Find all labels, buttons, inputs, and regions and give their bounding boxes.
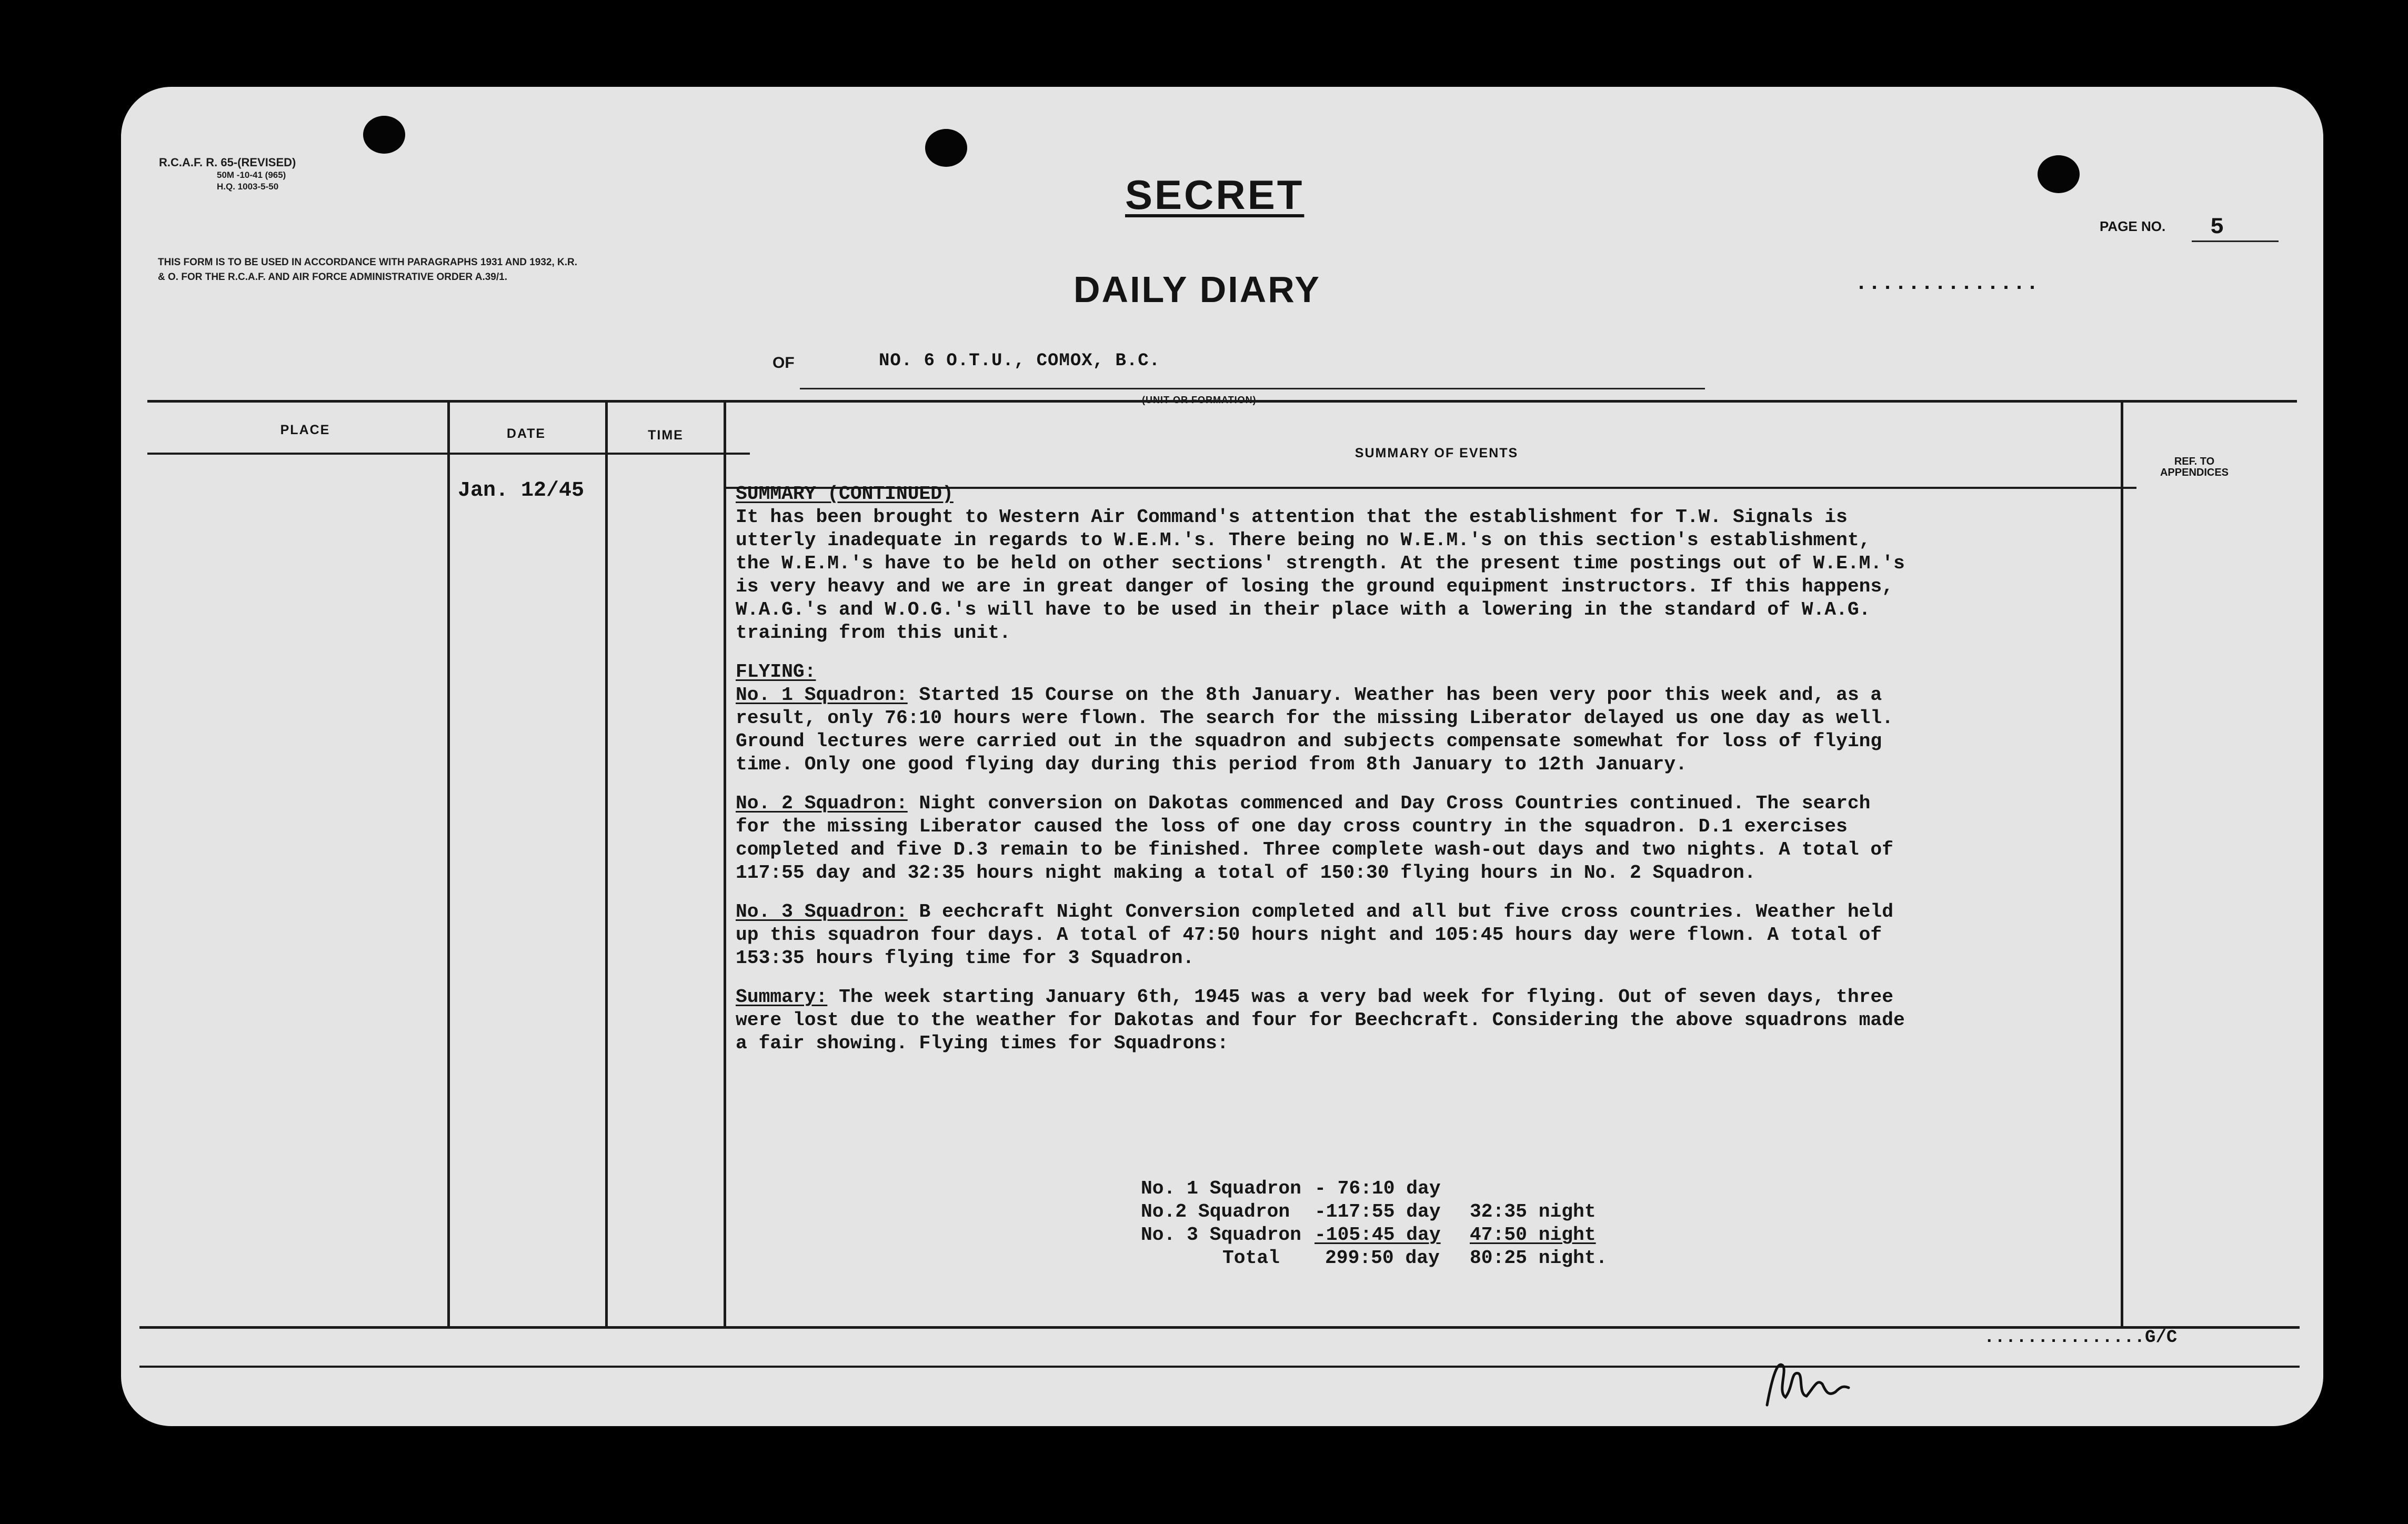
text-line: result, only 76:10 hours were flown. The search for the missing Liberator delayed us one day as well.	[736, 707, 1893, 729]
form-instructions: THIS FORM IS TO BE USED IN ACCORDANCE WITH PARAGRAPHS 1931 AND 1932, K.R. & O. FOR THE R.C.A.F. AND AIR FORCE ADMINISTRATIVE ORDER A.39/1.	[158, 257, 578, 283]
form-code-line: R.C.A.F. R. 65-(REVISED)	[159, 156, 296, 169]
night-hours: 47:50 night	[1470, 1224, 1596, 1246]
text-line: Ground lectures were carried out in the squadron and subjects compensate somewhat for loss of flying	[736, 730, 1882, 752]
text-line	[736, 986, 2103, 1009]
page-title: DAILY DIARY	[1073, 269, 1321, 310]
binder-hole	[363, 116, 405, 154]
classification-heading: SECRET	[1125, 172, 1305, 218]
text-line: a fair showing. Flying times for Squadrons:	[736, 1032, 1229, 1054]
column-header-summary: SUMMARY OF EVENTS	[1354, 446, 1519, 460]
page-number-line	[2192, 240, 2279, 242]
text-line: time. Only one good flying day during this period from 8th January to 12th January.	[736, 754, 1687, 775]
page-number-value: 5	[2210, 214, 2224, 240]
day-hours: -105:45 day	[1315, 1224, 1441, 1246]
form-code	[159, 155, 296, 193]
flying-heading-text: FLYING:	[736, 661, 816, 683]
column-divider	[447, 403, 450, 1329]
day-hours: 299:50 day	[1325, 1247, 1440, 1269]
text-line	[736, 900, 2103, 924]
text-line: W.A.G.'s and W.O.G.'s will have to be used in their place with a lowering in the standard of W.A.G.	[736, 599, 1871, 620]
text-line: is very heavy and we are in great danger of losing the ground equipment instructors. If this happens,	[736, 576, 1893, 597]
entry-date: Jan. 12/45	[458, 479, 585, 503]
text-run: B eechcraft Night Conversion completed and all but five cross countries. Weather held	[919, 901, 1893, 923]
form-code-line: 50M -10-41 (965)	[217, 170, 286, 180]
text-line: up this squadron four days. A total of 47:50 hours night and 105:45 hours day were flown. A total of	[736, 924, 1882, 946]
column-header-date: DATE	[506, 426, 546, 441]
day-hours: - 76:10 day	[1315, 1178, 1441, 1199]
text-run: Night conversion on Dakotas commenced and Day Cross Countries continued. The search	[919, 793, 1871, 814]
text-line: It has been brought to Western Air Command's attention that the establishment for T.W. Signals is	[736, 506, 1848, 528]
diary-form-sheet	[121, 87, 2323, 1426]
summary-heading-text: SUMMARY (CONTINUED)	[736, 483, 954, 505]
table-bottom-rule	[139, 1326, 2300, 1329]
text-line: 117:55 day and 32:35 hours night making a total of 150:30 flying hours in No. 2 Squadron.	[736, 862, 1756, 884]
text-line	[736, 684, 2103, 707]
night-hours: 80:25 night.	[1470, 1247, 1608, 1269]
column-header-time: TIME	[648, 428, 684, 443]
squadron-name: No. 1 Squadron	[1141, 1178, 1301, 1199]
flying-heading	[736, 660, 2103, 684]
flying-times-table	[1141, 1177, 1607, 1270]
flying-times-row	[1141, 1247, 1607, 1270]
signature-mark	[1762, 1355, 1851, 1413]
table-top-rule	[147, 400, 2297, 403]
text-line: utterly inadequate in regards to W.E.M.'s. There being no W.E.M.'s on this section's establishment,	[736, 529, 1871, 551]
text-line	[736, 792, 2103, 815]
unit-line	[800, 388, 1705, 389]
column-divider	[2121, 403, 2123, 1329]
summary-label: Summary:	[736, 986, 828, 1008]
unit-label: OF	[772, 354, 795, 372]
binder-hole	[925, 129, 967, 167]
summary-of-events	[736, 483, 2103, 1055]
text-line: 153:35 hours flying time for 3 Squadron.	[736, 947, 1195, 969]
squadron-label: No. 1 Squadron:	[736, 684, 908, 706]
flying-times-row	[1141, 1224, 1607, 1247]
squadron-label: No. 2 Squadron:	[736, 793, 908, 814]
text-line: were lost due to the weather for Dakotas and four for Beechcraft. Considering the above squadrons made	[736, 1009, 1905, 1031]
squadron-label: No. 3 Squadron:	[736, 901, 908, 923]
form-bottom-rule	[139, 1366, 2300, 1368]
column-divider	[605, 403, 608, 1329]
page-number-label: PAGE NO.	[2100, 218, 2166, 234]
text-line: completed and five D.3 remain to be finished. Three complete wash-out days and two nights. A total of	[736, 839, 1893, 860]
form-code-line: H.Q. 1003-5-50	[217, 182, 279, 192]
night-hours: 32:35 night	[1470, 1201, 1596, 1222]
squadron-name: Total	[1222, 1247, 1280, 1269]
unit-name: NO. 6 O.T.U., COMOX, B.C.	[879, 351, 1161, 371]
squadron-name: No. 3 Squadron	[1141, 1224, 1301, 1246]
binder-hole	[2038, 155, 2080, 193]
text-run: The week starting January 6th, 1945 was a very bad week for flying. Out of seven days, three	[839, 986, 1893, 1008]
flying-times-row	[1141, 1177, 1607, 1200]
day-hours: -117:55 day	[1315, 1201, 1441, 1222]
column-header-place: PLACE	[280, 423, 330, 437]
summary-heading	[736, 483, 2103, 506]
text-line: training from this unit.	[736, 622, 1011, 644]
column-divider	[724, 403, 726, 1329]
signature-line: ...............G/C	[1984, 1328, 2178, 1348]
squadron-name: No.2 Squadron	[1141, 1201, 1290, 1222]
text-run: Started 15 Course on the 8th January. Weather has been very poor this week and, as a	[919, 684, 1882, 706]
text-line: for the missing Liberator caused the loss of one day cross country in the squadron. D.1 exercises	[736, 816, 1848, 837]
reference-dotted-line: ..............	[1855, 272, 2040, 296]
flying-times-row	[1141, 1200, 1607, 1224]
text-line: the W.E.M.'s have to be held on other sections' strength. At the present time postings out of W.E.M.'s	[736, 553, 1905, 574]
column-header-ref: REF. TO APPENDICES	[2160, 456, 2229, 478]
